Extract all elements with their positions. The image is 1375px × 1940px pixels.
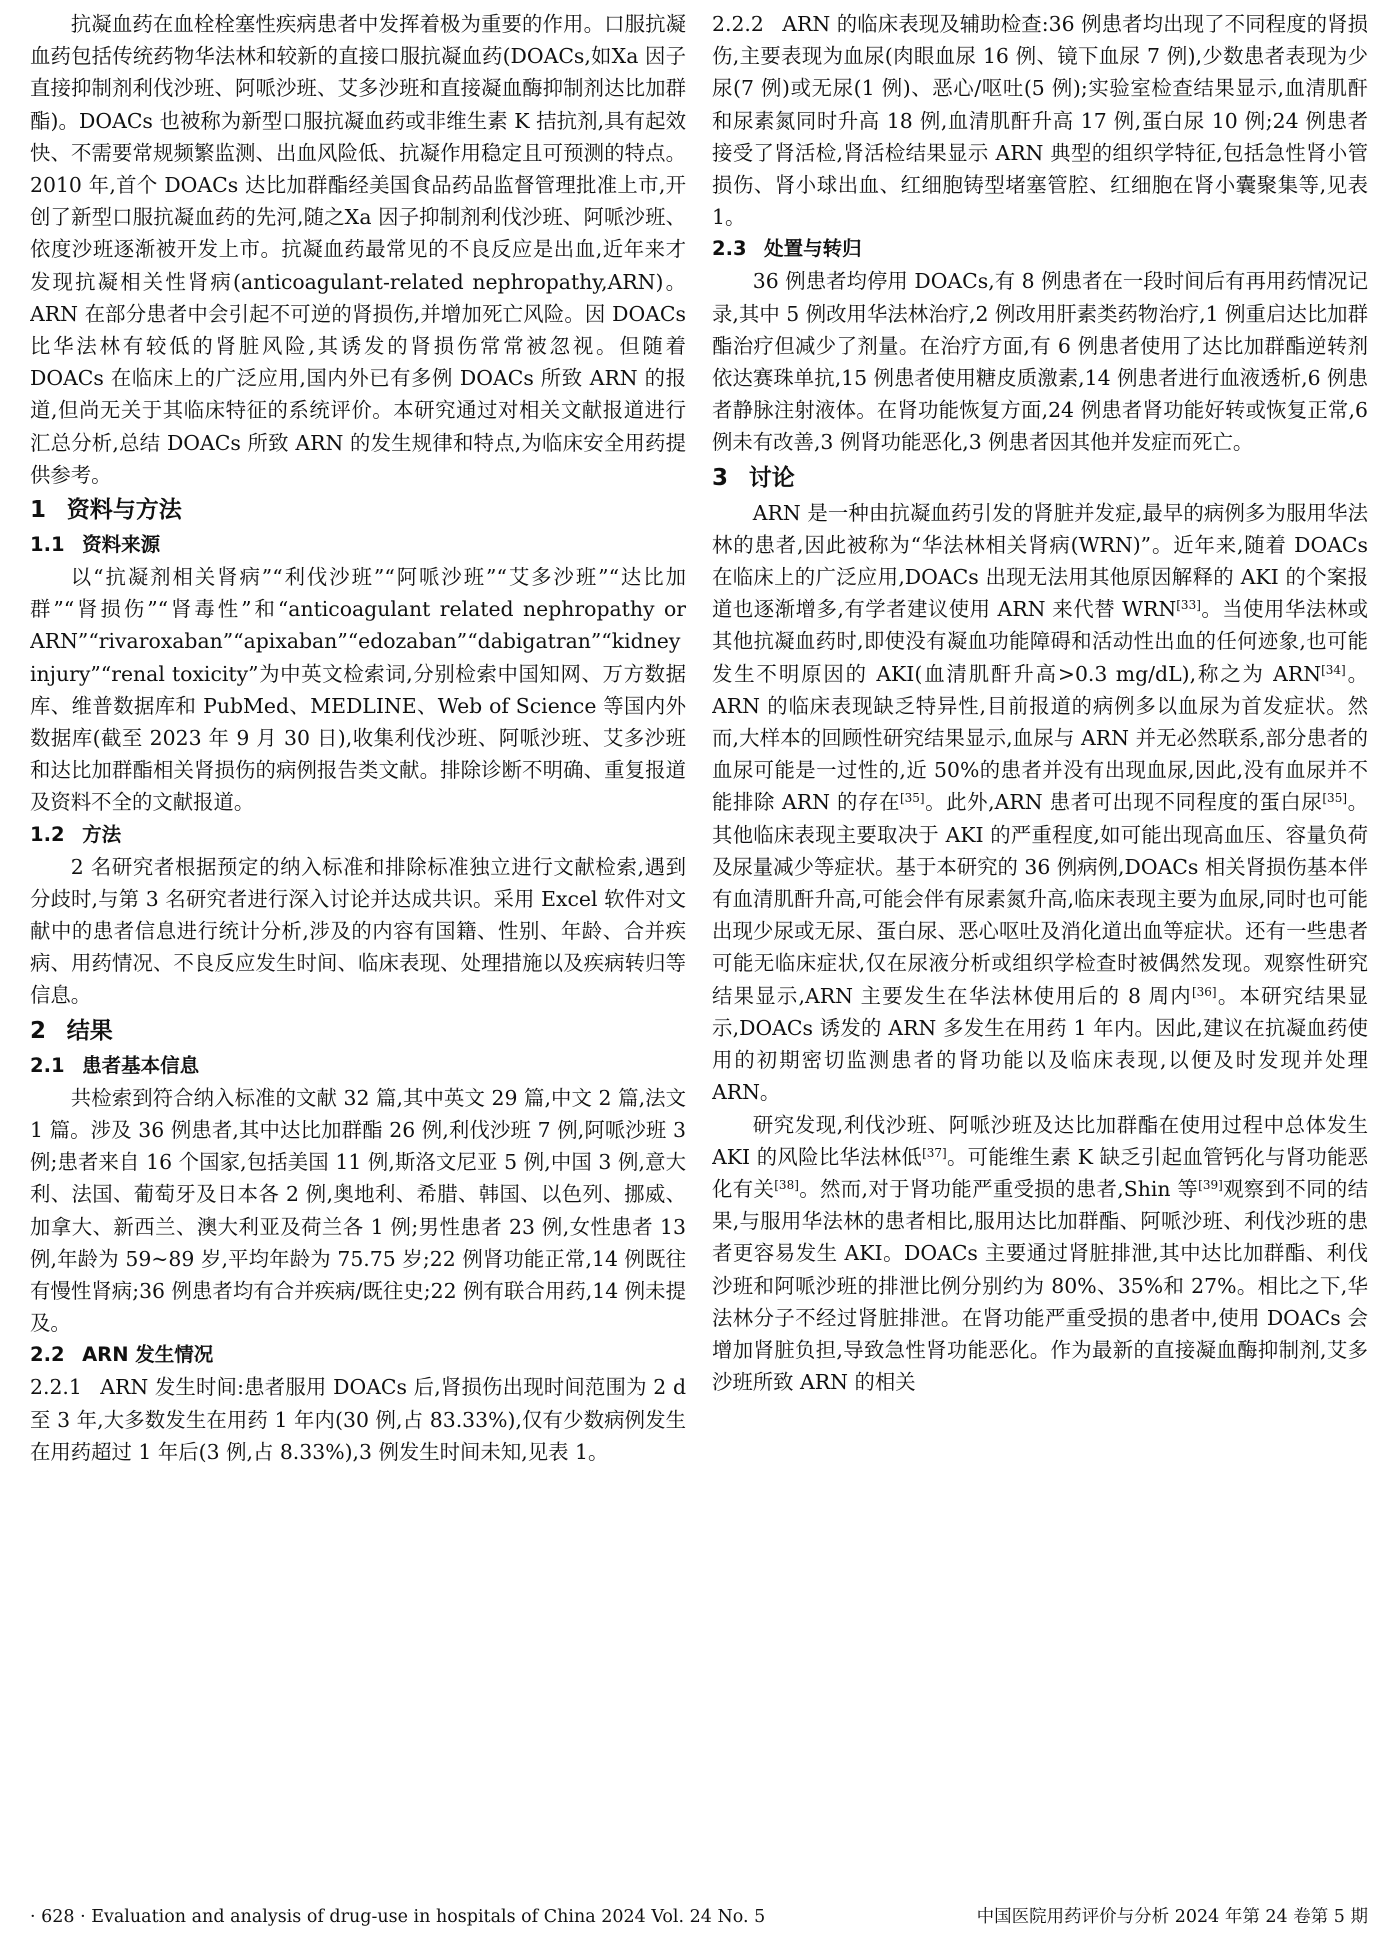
citation-ref: [35] bbox=[899, 791, 925, 806]
left-column bbox=[30, 8, 686, 1898]
paragraph-onset-time bbox=[30, 1371, 686, 1468]
footer-journal-cn: 中国医院用药评价与分析 2024 年第 24 卷第 5 期 bbox=[976, 1907, 1368, 1927]
paragraph-clinical-findings bbox=[712, 8, 1368, 233]
section-heading-3 bbox=[712, 459, 1368, 497]
subsection-number: 2.1 bbox=[30, 1053, 65, 1077]
citation-ref: [37] bbox=[922, 1145, 947, 1160]
text-run: 。当使用华法林或其他抗凝血药时,即使没有凝血功能障碍和活动性出血的任何迹象,也可能发生不明原因的 AKI(血清肌酐升高>0.3 mg/dL),称之为 ARN bbox=[712, 597, 1368, 686]
footer-journal-en: · 628 · Evaluation and analysis of drug-use in hospitals of China 2024 Vol. 24 No. 5 bbox=[30, 1907, 766, 1927]
section-title: 结果 bbox=[66, 1017, 113, 1044]
section-title: 讨论 bbox=[748, 464, 795, 491]
paragraph-treatment-outcome: 36 例患者均停用 DOACs,有 8 例患者在一段时间后有再用药情况记录,其中 5 例改用华法林治疗,2 例改用肝素类药物治疗,1 例重启达比加群酯治疗但减少了剂量。在治疗方面,有 6 例患者使用了达比加群酯逆转剂依达赛珠单抗,15 例患者使用糖皮质激素,14 例患者进行血液透析,6 例患者静脉注射液体。在肾功能恢复方面,24 例患者肾功能好转或恢复正常,6 例未有改善,3 例肾功能恶化,3 例患者因其他并发症而死亡。 bbox=[712, 269, 1368, 455]
intro-paragraph: 抗凝血药在血栓栓塞性疾病患者中发挥着极为重要的作用。口服抗凝血药包括传统药物华法林和较新的直接口服抗凝血药(DOACs,如Ⅹa 因子直接抑制剂利伐沙班、阿哌沙班、艾多沙班和直接凝血酶抑制剂达比加群酯)。DOACs 也被称为新型口服抗凝血药或非维生素 K 拮抗剂,具有起效快、不需要常规频繁监测、出血风险低、抗凝作用稳定且可预测的特点。2010 年,首个 DOACs 达比加群酯经美国食品药品监督管理批准上市,开创了新型口服抗凝血药的先河,随之Ⅹa 因子抑制剂利伐沙班、阿哌沙班、依度沙班逐渐被开发上市。抗凝血药最常见的不良反应是出血,近年来才发现抗凝相关性肾病(anticoagulant-related nephropathy,ARN)。ARN 在部分患者中会引起不可逆的肾损伤,并增加死亡风险。因 DOACs 比华法林有较低的肾脏风险,其诱发的肾损伤常常被忽视。但随着 DOACs 在临床上的广泛应用,国内外已有多例 DOACs 所致 ARN 的报道,但尚无关于其临床特征的系统评价。本研究通过对相关文献报道进行汇总分析,总结 DOACs 所致 ARN 的发生规律和特点,为临床安全用药提供参考。 bbox=[30, 12, 686, 487]
page-footer bbox=[30, 1902, 1368, 1932]
subsection-heading-1-1 bbox=[30, 529, 686, 561]
subsection-heading-2-1 bbox=[30, 1050, 686, 1082]
citation-ref: [36] bbox=[1191, 984, 1217, 999]
citation-ref: [34] bbox=[1321, 662, 1346, 677]
text-run: 。然而,对于肾功能严重受损的患者,Shin 等 bbox=[798, 1176, 1199, 1201]
paragraph-discussion-2 bbox=[712, 1109, 1368, 1399]
text-run: 。可能维生素 K 缺乏引起血管钙化与肾功能恶化有关 bbox=[712, 1144, 1368, 1201]
right-column bbox=[712, 8, 1368, 1898]
paragraph-number: 2.2.1 bbox=[30, 1375, 82, 1400]
subsection-heading-2-3 bbox=[712, 233, 1368, 265]
subsection-title: 处置与转归 bbox=[764, 237, 862, 261]
section-title: 资料与方法 bbox=[66, 497, 182, 524]
section-number: 3 bbox=[712, 464, 729, 491]
citation-ref: [39] bbox=[1198, 1177, 1223, 1192]
text-run: 观察到不同的结果,与服用华法林的患者相比,服用达比加群酯、阿哌沙班、利伐沙班的患者更容易发生 AKI。DOACs 主要通过肾脏排泄,其中达比加群酯、利伐沙班和阿哌沙班的排泄比例分别约为 80%、35%和 27%。相比之下,华法林分子不经过肾脏排泄。在肾功能严重受损的患者中,使用 DOACs 会增加肾脏负担,导致急性肾功能恶化。作为最新的直接凝血酶抑制剂,艾多沙班所致 ARN 的相关 bbox=[712, 1176, 1368, 1395]
paragraph-methods: 2 名研究者根据预定的纳入标准和排除标准独立进行文献检索,遇到分歧时,与第 3 名研究者进行深入讨论并达成共识。采用 Excel 软件对文献中的患者信息进行统计分析,涉及的内容有国籍、性别、年龄、合并疾病、用药情况、不良反应发生时间、临床表现、处理措施以及疾病转归等信息。 bbox=[30, 854, 686, 1008]
subsection-title: 方法 bbox=[82, 822, 122, 846]
subsection-title: 患者基本信息 bbox=[82, 1053, 200, 1077]
text-run: 。其他临床表现主要取决于 AKI 的严重程度,如可能出现高血压、容量负荷及尿量减少等症状。基于本研究的 36 例病例,DOACs 相关肾损伤基本伴有血清肌酐升高,可能会伴有尿素氮升高,临床表现主要为血尿,同时也可能出现少尿或无尿、蛋白尿、恶心呕吐及消化道出血等症状。还有一些患者可能无临床症状,仅在尿液分析或组织学检查时被偶然发现。观察性研究结果显示,ARN 主要发生在华法林使用后的 8 周内 bbox=[712, 790, 1368, 1008]
paragraph-text: ARN 发生时间:患者服用 DOACs 后,肾损伤出现时间范围为 2 d 至 3 年,大多数发生在用药 1 年内(30 例,占 83.33%),仅有少数病例发生在用药超过 1 年后(3 例,占 8.33%),3 例发生时间未知,见表 1。 bbox=[30, 1375, 686, 1464]
paragraph-patient-info: 共检索到符合纳入标准的文献 32 篇,其中英文 29 篇,中文 2 篇,法文 1 篇。涉及 36 例患者,其中达比加群酯 26 例,利伐沙班 7 例,阿哌沙班 3 例;患者来自 16 个国家,包括美国 11 例,斯洛文尼亚 5 例,中国 3 例,意大利、法国、葡萄牙及日本各 2 例,奥地利、希腊、韩国、以色列、挪威、加拿大、新西兰、澳大利亚及荷兰各 1 例;男性患者 23 例,女性患者 13 例,年龄为 59~89 岁,平均年龄为 75.75 岁;22 例肾功能正常,14 例既往有慢性肾病;36 例患者均有合并疾病/既往史;22 例有联合用药,14 例未提及。 bbox=[30, 1085, 686, 1336]
text-run: 。ARN 的临床表现缺乏特异性,目前报道的病例多以血尿为首发症状。然而,大样本的回顾性研究结果显示,血尿与 ARN 并无必然联系,部分患者的血尿可能是一过性的,近 50%的患者并没有出现血尿,因此,没有血尿并不能排除 ARN 的存在 bbox=[712, 661, 1368, 815]
text-run: 研究发现,利伐沙班、阿哌沙班及达比加群酯在使用过程中总体发生 AKI 的风险比华法林低 bbox=[712, 1112, 1368, 1169]
subsection-heading-2-2 bbox=[30, 1339, 686, 1371]
citation-ref: [38] bbox=[774, 1177, 799, 1192]
paragraph-text: ARN 的临床表现及辅助检查:36 例患者均出现了不同程度的肾损伤,主要表现为血尿(肉眼血尿 16 例、镜下血尿 7 例),少数患者表现为少尿(7 例)或无尿(1 例)、恶心/呕吐(5 例);实验室检查结果显示,血清肌酐和尿素氮同时升高 18 例,血清肌酐升高 17 例,蛋白尿 10 例;24 例患者接受了肾活检,肾活检结果显示 ARN 典型的组织学特征,包括急性肾小管损伤、肾小球出血、红细胞铸型堵塞管腔、红细胞在肾小囊聚集等,见表 1。 bbox=[712, 12, 1368, 230]
paragraph-discussion-1 bbox=[712, 497, 1368, 1109]
subsection-number: 2.3 bbox=[712, 237, 747, 261]
section-heading-2 bbox=[30, 1012, 686, 1050]
citation-ref: [35] bbox=[1322, 791, 1348, 806]
subsection-number: 1.1 bbox=[30, 533, 65, 557]
subsection-number: 2.2 bbox=[30, 1343, 65, 1367]
citation-ref: [33] bbox=[1176, 598, 1201, 613]
subsection-number: 1.2 bbox=[30, 822, 65, 846]
text-run: 。本研究结果显示,DOACs 诱发的 ARN 多发生在用药 1 年内。因此,建议在抗凝血药使用的初期密切监测患者的肾功能以及临床表现,以便及时发现并处理 ARN。 bbox=[712, 983, 1368, 1105]
section-number: 1 bbox=[30, 497, 47, 524]
subsection-heading-1-2 bbox=[30, 819, 686, 851]
paragraph-data-source: 以“抗凝剂相关肾病”“利伐沙班”“阿哌沙班”“艾多沙班”“达比加群”“肾损伤”“肾毒性”和“anticoagulant related nephropathy or ARN”“rivaroxaban”“apixaban”“edozaban”“dabigatran”“kidney injury”“renal toxicity”为中英文检索词,分别检索中国知网、万方数据库、维普数据库和 PubMed、MEDLINE、Web of Science 等国内外数据库(截至 2023 年 9 月 30 日),收集利伐沙班、阿哌沙班、艾多沙班和达比加群酯相关肾损伤的病例报告类文献。排除诊断不明确、重复报道及资料不全的文献报道。 bbox=[30, 565, 686, 815]
subsection-title: ARN 发生情况 bbox=[82, 1343, 214, 1367]
section-heading-1 bbox=[30, 491, 686, 529]
text-run: 。此外,ARN 患者可出现不同程度的蛋白尿 bbox=[924, 790, 1323, 815]
subsection-title: 资料来源 bbox=[82, 533, 161, 557]
text-run: ARN 是一种由抗凝血药引发的肾脏并发症,最早的病例多为服用华法林的患者,因此被称为“华法林相关肾病(WRN)”。近年来,随着 DOACs 在临床上的广泛应用,DOACs 出现无法用其他原因解释的 AKI 的个案报道也逐渐增多,有学者建议使用 ARN 来代替 WRN bbox=[712, 500, 1368, 622]
paragraph-number: 2.2.2 bbox=[712, 12, 764, 36]
section-number: 2 bbox=[30, 1017, 47, 1044]
